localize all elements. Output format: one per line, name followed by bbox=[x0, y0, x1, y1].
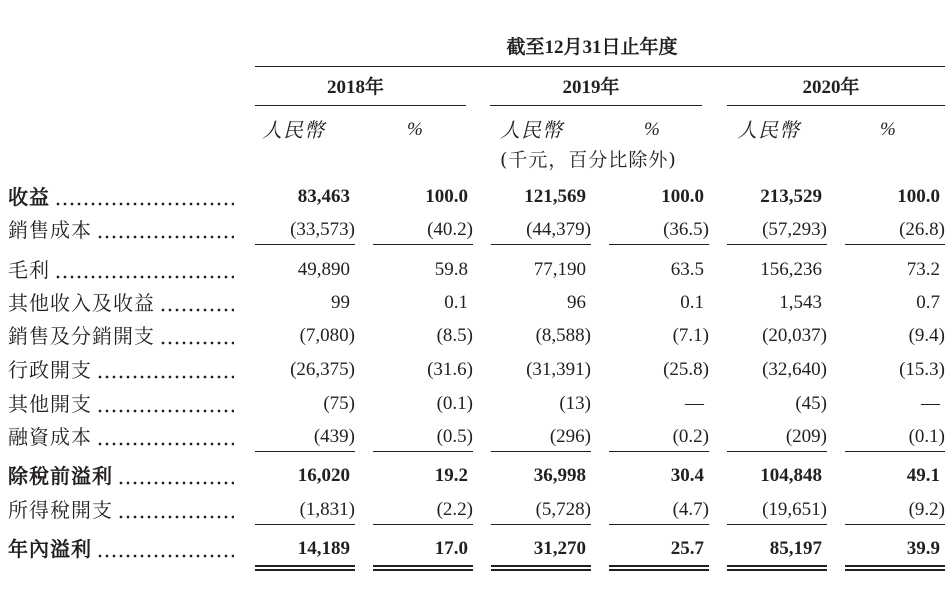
cell-2018-percent: (8.5) bbox=[436, 325, 473, 346]
cell-2019-amount: 96 bbox=[567, 292, 586, 313]
cell-2020-amount: (45) bbox=[795, 393, 827, 414]
cell-2020-percent: 100.0 bbox=[897, 186, 940, 207]
cell-2019-percent: 100.0 bbox=[661, 186, 704, 207]
unit-header-2018-currency: 人民幣 bbox=[262, 118, 325, 142]
row-label bbox=[0, 183, 237, 211]
cell-2019-percent: (36.5) bbox=[609, 216, 709, 245]
cell-2020-amount: 213,529 bbox=[760, 186, 822, 207]
cell-2018-amount: (75) bbox=[323, 393, 355, 414]
row-other-expenses bbox=[0, 390, 945, 418]
row-label-text: 銷售及分銷開支 bbox=[8, 324, 155, 348]
row-label-text: 其他開支 bbox=[8, 392, 92, 416]
row-label-text: 年內溢利 bbox=[8, 537, 92, 561]
unit-header-2018-percent: % bbox=[407, 119, 423, 140]
cell-2018-amount: 49,890 bbox=[297, 259, 350, 280]
dot-leader bbox=[119, 515, 234, 519]
unit-header-2020-currency: 人民幣 bbox=[737, 118, 800, 142]
cell-2020-amount: (20,037) bbox=[762, 325, 827, 346]
unit-note: (千元，百分比除外) bbox=[500, 149, 677, 171]
cell-2019-amount: 121,569 bbox=[524, 186, 586, 207]
year-header-2018: 2018年 bbox=[255, 76, 466, 106]
row-label bbox=[0, 322, 237, 350]
cell-2019-percent: — bbox=[685, 393, 704, 414]
row-label bbox=[0, 462, 237, 490]
cell-2018-percent: 59.8 bbox=[434, 259, 468, 280]
cell-2019-amount: (31,391) bbox=[526, 359, 591, 380]
row-label-text: 收益 bbox=[8, 185, 50, 209]
cell-2018-amount: 14,189 bbox=[255, 535, 355, 571]
dot-leader bbox=[98, 409, 234, 413]
row-label bbox=[0, 289, 237, 317]
row-profit-for-the-year bbox=[0, 535, 945, 571]
dot-leader bbox=[98, 442, 234, 446]
dot-leader bbox=[161, 341, 234, 345]
row-label-text: 毛利 bbox=[8, 258, 50, 282]
row-administrative-expenses bbox=[0, 356, 945, 384]
cell-2018-percent: 17.0 bbox=[373, 535, 473, 571]
cell-2018-percent: (0.1) bbox=[436, 393, 473, 414]
cell-2019-percent: (4.7) bbox=[609, 496, 709, 525]
cell-2020-amount: 104,848 bbox=[760, 465, 822, 486]
cell-2018-percent: (31.6) bbox=[427, 359, 473, 380]
row-label-text: 除稅前溢利 bbox=[8, 464, 113, 488]
cell-2019-percent: 30.4 bbox=[670, 465, 704, 486]
row-label bbox=[0, 390, 237, 418]
dot-leader bbox=[56, 202, 234, 206]
row-label-text: 銷售成本 bbox=[8, 218, 92, 242]
cell-2020-percent: (9.2) bbox=[845, 496, 945, 525]
cell-2018-amount: 16,020 bbox=[297, 465, 350, 486]
row-label-text: 所得稅開支 bbox=[8, 498, 113, 522]
cell-2020-percent: 49.1 bbox=[906, 465, 940, 486]
period-header: 截至12月31日止年度 bbox=[255, 36, 945, 67]
cell-2018-amount: (7,080) bbox=[299, 325, 355, 346]
row-selling-and-distribution-expenses bbox=[0, 322, 945, 350]
cell-2019-percent: (25.8) bbox=[663, 359, 709, 380]
dot-leader bbox=[56, 275, 234, 279]
cell-2020-percent: (0.1) bbox=[845, 423, 945, 452]
cell-2020-percent: (9.4) bbox=[908, 325, 945, 346]
cell-2018-percent: 0.1 bbox=[444, 292, 468, 313]
row-label-text: 其他收入及收益 bbox=[8, 291, 155, 315]
year-header-2020: 2020年 bbox=[727, 76, 945, 106]
unit-header-2020-percent: % bbox=[880, 119, 896, 140]
row-label bbox=[0, 356, 237, 384]
cell-2019-amount: 77,190 bbox=[533, 259, 586, 280]
year-header-2019: 2019年 bbox=[490, 76, 702, 106]
row-gross-profit bbox=[0, 256, 945, 284]
cell-2018-amount: (26,375) bbox=[290, 359, 355, 380]
cell-2019-percent: 63.5 bbox=[670, 259, 704, 280]
row-label bbox=[0, 496, 237, 524]
cell-2018-percent: (0.5) bbox=[373, 423, 473, 452]
dot-leader bbox=[98, 235, 234, 239]
cell-2020-percent: 73.2 bbox=[906, 259, 940, 280]
cell-2018-amount: 83,463 bbox=[297, 186, 350, 207]
cell-2018-amount: 99 bbox=[331, 292, 350, 313]
cell-2019-percent: 25.7 bbox=[609, 535, 709, 571]
cell-2020-percent: (26.8) bbox=[845, 216, 945, 245]
dot-leader bbox=[98, 375, 234, 379]
cell-2020-percent: 39.9 bbox=[845, 535, 945, 571]
row-finance-costs bbox=[0, 423, 945, 452]
row-label-text: 融資成本 bbox=[8, 425, 92, 449]
unit-header-2019-currency: 人民幣 bbox=[500, 118, 563, 142]
row-label bbox=[0, 423, 237, 451]
cell-2019-amount: (13) bbox=[559, 393, 591, 414]
row-label bbox=[0, 256, 237, 284]
cell-2020-amount: (57,293) bbox=[727, 216, 827, 245]
cell-2018-amount: (33,573) bbox=[255, 216, 355, 245]
dot-leader bbox=[161, 308, 234, 312]
row-label bbox=[0, 535, 237, 563]
cell-2020-amount: (19,651) bbox=[727, 496, 827, 525]
row-other-income-and-gains bbox=[0, 289, 945, 317]
cell-2019-amount: (296) bbox=[491, 423, 591, 452]
cell-2018-percent: (40.2) bbox=[373, 216, 473, 245]
row-profit-before-tax bbox=[0, 462, 945, 490]
dot-leader bbox=[119, 481, 234, 485]
cell-2018-percent: (2.2) bbox=[373, 496, 473, 525]
row-income-tax-expense bbox=[0, 496, 945, 525]
cell-2020-amount: 85,197 bbox=[727, 535, 827, 571]
cell-2019-amount: (5,728) bbox=[491, 496, 591, 525]
row-revenue bbox=[0, 183, 945, 211]
cell-2018-percent: 19.2 bbox=[434, 465, 468, 486]
cell-2020-amount: 1,543 bbox=[779, 292, 822, 313]
cell-2020-amount: 156,236 bbox=[760, 259, 822, 280]
cell-2019-percent: (0.2) bbox=[609, 423, 709, 452]
cell-2020-amount: (209) bbox=[727, 423, 827, 452]
row-label-text: 行政開支 bbox=[8, 358, 92, 382]
cell-2018-amount: (439) bbox=[255, 423, 355, 452]
cell-2019-amount: (44,379) bbox=[491, 216, 591, 245]
cell-2019-percent: 0.1 bbox=[680, 292, 704, 313]
cell-2020-percent: (15.3) bbox=[899, 359, 945, 380]
cell-2019-amount: 31,270 bbox=[491, 535, 591, 571]
unit-header-2019-percent: % bbox=[644, 119, 660, 140]
cell-2018-percent: 100.0 bbox=[425, 186, 468, 207]
cell-2020-amount: (32,640) bbox=[762, 359, 827, 380]
cell-2020-percent: — bbox=[921, 393, 940, 414]
cell-2018-amount: (1,831) bbox=[255, 496, 355, 525]
cell-2019-amount: 36,998 bbox=[533, 465, 586, 486]
cell-2019-percent: (7.1) bbox=[672, 325, 709, 346]
row-cost-of-sales bbox=[0, 216, 945, 245]
row-label bbox=[0, 216, 237, 244]
dot-leader bbox=[98, 554, 234, 558]
cell-2020-percent: 0.7 bbox=[916, 292, 940, 313]
cell-2019-amount: (8,588) bbox=[535, 325, 591, 346]
